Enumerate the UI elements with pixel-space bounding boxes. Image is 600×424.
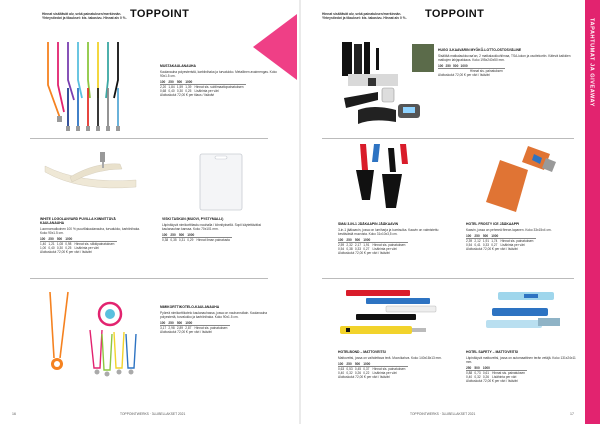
- cost-note: Aloituskulut 72,00 € per väri / lisäväri: [466, 246, 518, 251]
- toppoint-logo-left: [130, 8, 189, 20]
- product-block-5: [438, 48, 580, 77]
- product-desc: Luonnonvalkoinen 100 % puuvillakaulanauha, turvalukko, karbiinihaka. Koko 90x1.5 cm.: [40, 226, 140, 235]
- price: 0,45: [355, 366, 363, 371]
- price: 0,22: [363, 370, 370, 375]
- price: 0,35: [170, 237, 178, 242]
- price: 1,40: [40, 241, 48, 246]
- price-note: Lisähinta per väri: [372, 370, 397, 375]
- cutter-knives-image: [336, 286, 448, 344]
- product-desc: Sisältää matkalaukkuvaa'an, 2 matkalaukkuhihnaa, TSA-lukon ja osoitekortin. Kätevä kaikkien matkojen lahjapakkaus. Koko 195x240x50 mm.: [438, 53, 571, 62]
- price-table: [338, 362, 408, 375]
- product-desc: Läpinäkyvä nimikorttitasku nauhalla / kiinnityksellä. Sopii käytettäväksi kaulanauhan kanssa. Koko 70x101 mm.: [162, 222, 262, 231]
- price: 1,00: [40, 245, 47, 250]
- price: 1,59: [177, 84, 185, 89]
- qty: 500: [482, 233, 489, 238]
- qty: 500: [453, 63, 459, 68]
- cost-note: Aloituskulut 72,00 € per väri / lisäväri: [438, 72, 490, 77]
- price: 0,73: [474, 370, 482, 375]
- price-table: [466, 234, 536, 247]
- price: 0,27: [491, 242, 498, 247]
- product-block-7: [466, 222, 578, 251]
- intro-text-left: Hinnat sisältävät alv, sekä painatuksen/merkinnän. Yhteystiedot ja tilaukset: kts. takasivu. Hinnat alv 0 %.: [42, 12, 127, 21]
- qty: 100: [338, 361, 344, 366]
- product-title: NIMIKORTTIKOTELO-KAULANAUHA: [160, 305, 220, 309]
- qty: 100: [160, 79, 166, 84]
- qty: 250: [445, 63, 451, 68]
- price: 0,53: [346, 366, 354, 371]
- price: 0,61: [483, 370, 492, 375]
- price: 3,17: [160, 325, 168, 330]
- price: 2,12: [474, 238, 482, 243]
- page-number-right: 17: [570, 412, 574, 416]
- price: 0,27: [363, 246, 370, 251]
- price: 0,31: [179, 237, 187, 242]
- price: 2,87: [185, 325, 194, 330]
- qty: 500: [178, 232, 185, 237]
- price: 1,21: [48, 241, 56, 246]
- price: 0,38: [162, 237, 170, 242]
- qty: 1000: [185, 79, 193, 84]
- qty: 1000: [491, 233, 499, 238]
- product-block-8: [338, 350, 448, 379]
- price-table: [466, 366, 527, 379]
- product-title: WHITE LOGOLANYARD PUVILLA KIINNITTÄVÄ KAULANAUHA: [40, 217, 116, 226]
- price-table: [40, 237, 117, 250]
- price: 0,33: [482, 242, 490, 247]
- price: 0,26: [354, 370, 362, 375]
- price-note: Hinnat sis. painatuksen: [501, 238, 536, 243]
- price-table: [160, 80, 246, 93]
- price-note: Hinnat sis. painatuksen: [373, 242, 408, 247]
- product-desc: Mattoveitsi, jossa on vaihdettava terä. Muovikahva. Koko 140x18x13 mm.: [338, 355, 442, 360]
- price: 0,40: [168, 88, 175, 93]
- price: 2,17: [355, 242, 363, 247]
- price: 0,41: [474, 242, 481, 247]
- qty: 250: [466, 365, 472, 370]
- price: 0,63: [338, 366, 346, 371]
- qty: 500: [176, 320, 183, 325]
- price: 2,39: [466, 238, 474, 243]
- footer-right: TOPPOINTWERKS · 3LLIBELLAKSET 2021: [410, 412, 476, 416]
- price-note: Hinnat sis. silkkipainatuksen: [75, 241, 117, 246]
- lanyards-image: [38, 40, 138, 135]
- product-desc: Kaulanauha polyesteristä, karbiinihaka ja turvalukko. Metallinen avainrengas. Koko 90x1.5 cm.: [160, 69, 277, 78]
- price: 1,91: [483, 238, 491, 243]
- price: 2,20: [160, 84, 168, 89]
- product-title: SMAI 3-IN-1 JÄÄKAAPIN JÄÄKAAVIN: [338, 222, 399, 226]
- price: 1,74: [491, 238, 500, 243]
- price-table: [338, 238, 408, 251]
- price: 0,40: [466, 374, 473, 379]
- product-title: HOTELBOND – MATTOVEITSI: [338, 350, 386, 354]
- divider: [322, 138, 574, 139]
- spread-gutter: [299, 0, 301, 424]
- price-note: Lisähinta per väri: [372, 246, 397, 251]
- price-note: Lisähinta per väri: [194, 88, 219, 93]
- badge-holder-image: [198, 150, 246, 212]
- cost-note: Aloituskulut 72,00 € per väri / lisäväri: [40, 249, 92, 254]
- ice-scraper-frosty-image: [470, 140, 560, 218]
- qty: 500: [354, 237, 361, 242]
- page-number-left: 16: [12, 412, 16, 416]
- price: 0,33: [354, 246, 362, 251]
- ribbon-text: TAPAHTUMAT JA GIVEAWAY: [588, 18, 595, 107]
- price: 0,68: [160, 88, 167, 93]
- product-desc: Pyöreä nimikorttikotelo kaulanauhassa, jossa on nauhanrullain. Kaulanauha polyesteriä, turvalukko ja karbiinihaka. Koko 90x1.5 cm.: [160, 310, 268, 319]
- product-block-3: [162, 217, 272, 242]
- price: 0,40: [338, 370, 345, 375]
- product-desc: 3-in-1 jääkaavin, jossa on lumiharja ja kumisulka. Kaavin on valmistettu kestävästä muovista. Koko 31x10x3,5 cm.: [338, 227, 439, 236]
- qty: 250: [168, 320, 174, 325]
- price: 0,32: [346, 370, 353, 375]
- qty: 1000: [187, 232, 195, 237]
- price-note: Hinnat ilman painatusta: [197, 237, 233, 242]
- price: 0,30: [56, 245, 64, 250]
- qty: 1000: [363, 237, 371, 242]
- price: 1,08: [57, 241, 65, 246]
- product-title: HOTEL FROSTY ICE JÄÄKAAPPI: [466, 222, 520, 226]
- toppoint-logo-right: [425, 8, 484, 20]
- qty: 250: [346, 237, 352, 242]
- qty: 500: [56, 236, 63, 241]
- price-note: Hinnat sis. painatuksen: [470, 68, 505, 73]
- ice-scraper-3in1-image: [352, 140, 412, 210]
- price: 2,98: [168, 325, 176, 330]
- logo-text: TOPPOINT: [425, 8, 485, 20]
- product-title: MUSTAKAULANAUHA: [160, 64, 196, 68]
- price: 0,32: [474, 374, 481, 379]
- category-ribbon: [585, 0, 600, 424]
- qty: 1000: [185, 320, 193, 325]
- price: 2,89: [177, 325, 185, 330]
- qty: 100: [40, 236, 46, 241]
- qty: 250: [346, 361, 352, 366]
- qty: 500: [354, 361, 361, 366]
- cost-note: Aloituskulut 72,00 € per väri / lisäväri: [338, 250, 390, 255]
- pink-triangle-decoration: [253, 14, 297, 80]
- price-note: Lisähinta per väri: [74, 245, 99, 250]
- qty: 250: [170, 232, 176, 237]
- qty: 100: [338, 237, 344, 242]
- price: 0,25: [65, 245, 72, 250]
- price-note: Hinnat sis. painatuksen: [373, 366, 408, 371]
- qty: 250: [474, 233, 480, 238]
- cotton-lanyard-image: [40, 152, 140, 202]
- divider: [30, 138, 268, 139]
- qty: 1000: [460, 63, 468, 68]
- travel-set-image: [338, 40, 438, 125]
- price: 0,37: [363, 366, 372, 371]
- product-block-2: [40, 217, 140, 254]
- product-title: HOTEL SAFETY – MATTOVEITSI: [466, 350, 518, 354]
- price: 2,32: [346, 242, 354, 247]
- price: 0,98: [65, 241, 74, 246]
- price-note: Lisähinta per väri: [500, 242, 525, 247]
- qty: 250: [48, 236, 54, 241]
- qty: 1000: [65, 236, 73, 241]
- price-note: Hinnat sis. painatuksen: [492, 370, 527, 375]
- price-table: [162, 233, 232, 242]
- qty: 500: [176, 79, 183, 84]
- price: 0,54: [338, 246, 345, 251]
- cost-note: Aloituskulut 72,00 € per väri / lisäväri: [466, 378, 518, 383]
- qty: 100: [438, 63, 444, 68]
- price: 0,30: [176, 88, 184, 93]
- qty: 250: [168, 79, 174, 84]
- price: 1,39: [185, 84, 194, 89]
- price: 0,25: [185, 88, 192, 93]
- product-title: VISKI TASKUN (MUOVI, PYSTYMALLI): [162, 217, 224, 221]
- price: 0,38: [346, 246, 353, 251]
- logo-text: TOPPOINT: [130, 8, 190, 20]
- qty: 100: [160, 320, 166, 325]
- price: 0,26: [482, 374, 490, 379]
- price-note: Lisähinta per väri: [492, 374, 517, 379]
- price-note: Hinnat sis. painatuksen: [195, 325, 230, 330]
- divider: [30, 278, 268, 279]
- price: 1,91: [363, 242, 372, 247]
- qty: 500: [474, 365, 480, 370]
- price: 0,88: [466, 370, 474, 375]
- qty: 1000: [482, 365, 490, 370]
- qty: 100: [162, 232, 168, 237]
- cost-note: Aloituskulut 72,00 € per tilaus / lisäväri: [160, 92, 215, 97]
- product-title: HUGO 3-KAAVARIN MYÖKÖ-LOTTO-OSTOSVÄLINE: [438, 48, 522, 52]
- footer-left: TOPPOINTWERKS · 3LLIBELLAKSET 2021: [120, 412, 186, 416]
- product-desc: Kaavin, jossa on pehmeä fleece-lapanen. Koko 33x15x4 cm.: [466, 227, 552, 232]
- price: 0,40: [48, 245, 55, 250]
- price: 1,84: [168, 84, 176, 89]
- product-block-9: [466, 350, 578, 383]
- intro-text-right: Hinnat sisältävät alv, sekä painatuksen/merkinnän. Yhteystiedot ja tilaukset: kts. takasivu. Hinnat alv 0 %.: [322, 12, 407, 21]
- price-note: Hinnat sis. sublimaatiopainatuksen: [195, 84, 246, 89]
- product-block-6: [338, 222, 448, 255]
- safety-cutters-image: [478, 288, 568, 333]
- price: 2,59: [338, 242, 346, 247]
- price: 0,54: [466, 242, 473, 247]
- price: 0,29: [187, 237, 196, 242]
- cost-note: Aloituskulut 72,00 € per väri / lisäväri: [338, 374, 390, 379]
- product-desc: Läpinäkyvä mattoveitsi, jossa on automaattinen terän vetäjä. Koko 131x24x11 mm.: [466, 355, 576, 364]
- qty: 100: [466, 233, 472, 238]
- badge-reel-lanyards-image: [40, 288, 150, 388]
- qty: 1000: [363, 361, 371, 366]
- divider: [322, 278, 574, 279]
- product-block-4: [160, 305, 270, 334]
- price-table: [160, 321, 230, 330]
- price-table: [438, 64, 505, 73]
- cost-note: Aloituskulut 72,00 € per väri / lisäväri: [160, 329, 212, 334]
